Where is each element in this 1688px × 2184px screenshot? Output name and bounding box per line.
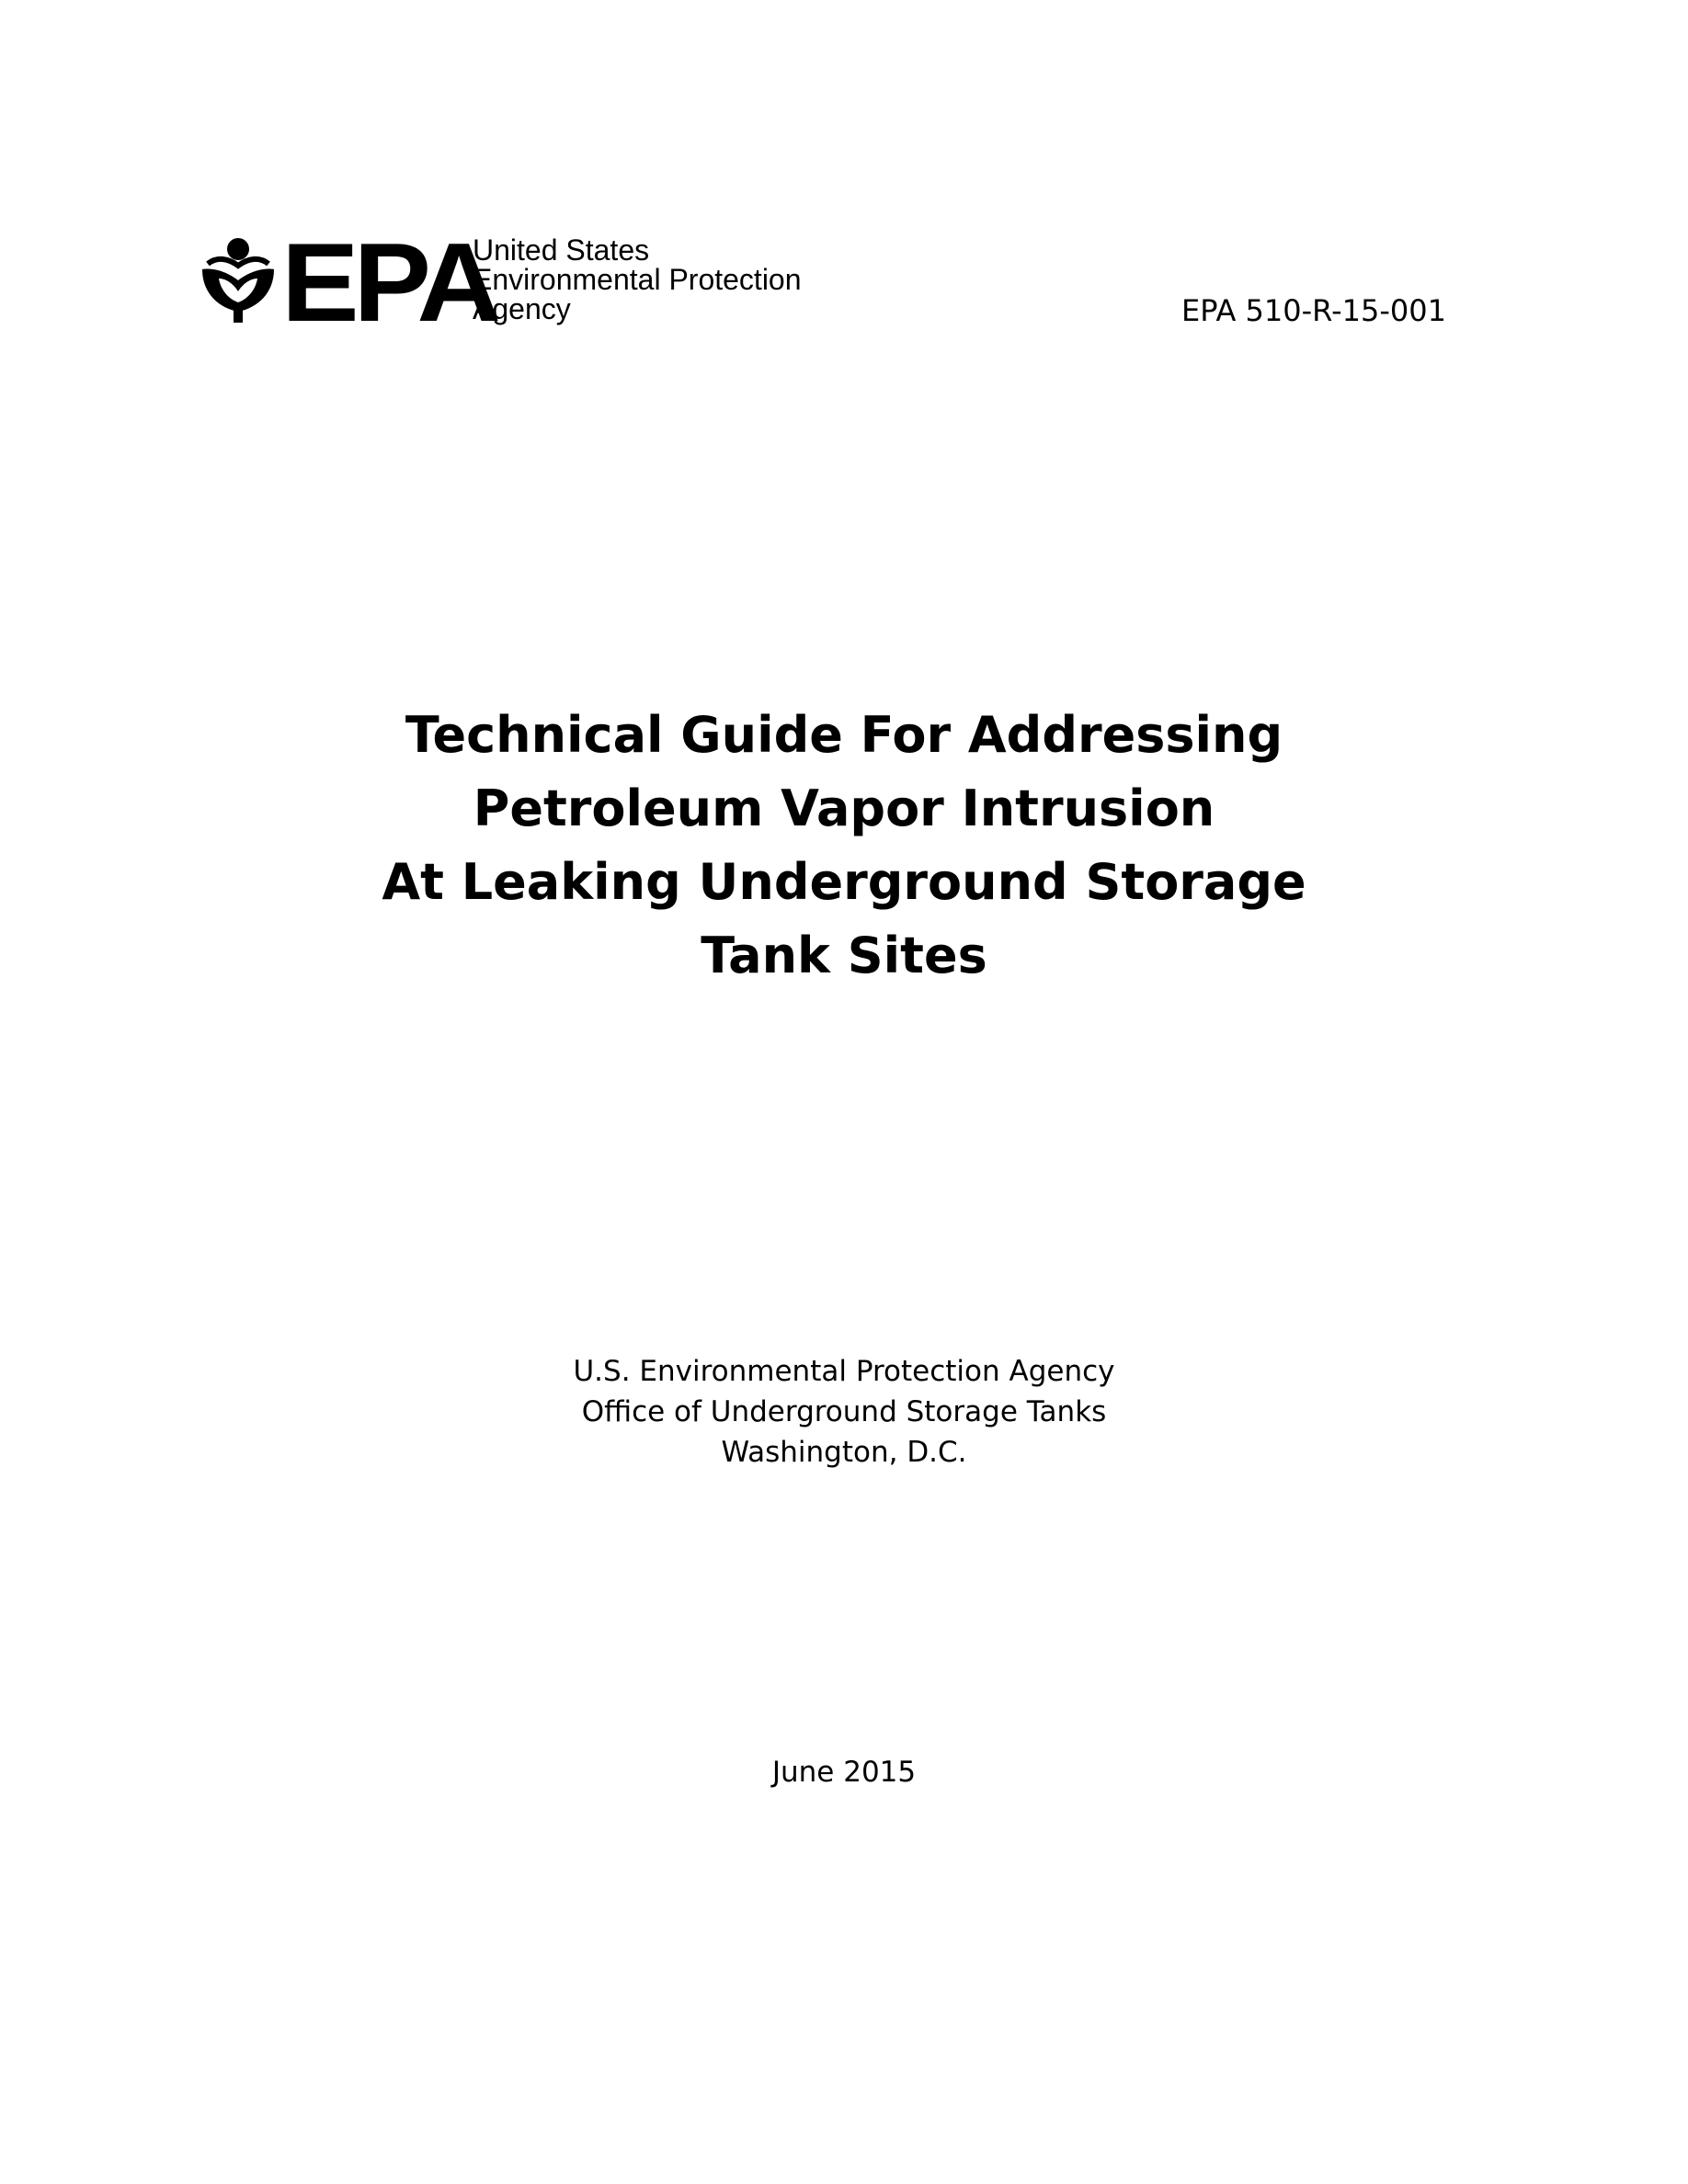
document-number: EPA 510-R-15-001	[1181, 293, 1446, 328]
epa-wordmark: EPA	[281, 220, 496, 345]
publisher-line: U.S. Environmental Protection Agency	[573, 1355, 1115, 1388]
document-title	[0, 699, 1688, 993]
publisher-block	[0, 1351, 1688, 1473]
publication-date: June 2015	[771, 1756, 917, 1789]
title-line: Technical Guide For Addressing	[405, 706, 1283, 764]
title-line: Petroleum Vapor Intrusion	[473, 779, 1215, 837]
epa-flower-logo-icon	[200, 238, 276, 323]
agency-name-line: United States	[473, 233, 650, 267]
title-line: Tank Sites	[701, 927, 987, 984]
agency-name-line: Agency	[473, 292, 571, 325]
title-line: At Leaking Underground Storage	[382, 853, 1306, 911]
agency-name	[473, 235, 802, 324]
publisher-line: Washington, D.C.	[721, 1436, 967, 1469]
agency-name-line: Environmental Protection	[473, 263, 802, 296]
publisher-line: Office of Underground Storage Tanks	[581, 1395, 1107, 1428]
epa-logo	[200, 220, 844, 345]
